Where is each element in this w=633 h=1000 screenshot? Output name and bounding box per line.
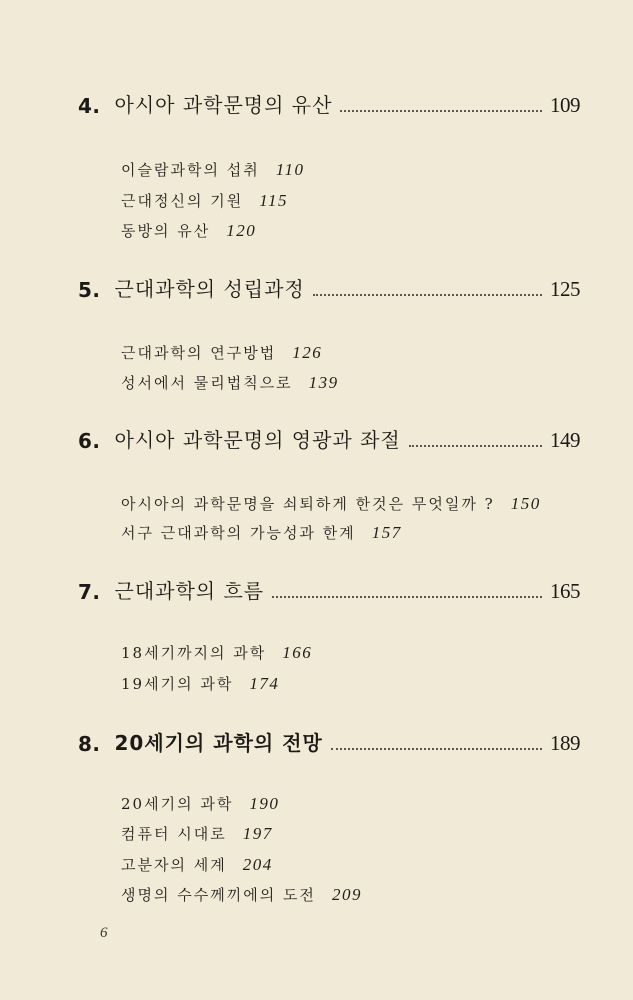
dot-leader xyxy=(272,596,542,598)
chapter-7-heading xyxy=(78,574,580,604)
section-page-number: 157 xyxy=(371,523,402,542)
toc-entry xyxy=(121,788,279,814)
section-title: 컴퓨터 시대로 xyxy=(121,825,227,843)
section-title: 성서에서 물리법칙으로 xyxy=(121,374,293,392)
section-page-number: 197 xyxy=(242,824,273,843)
dot-leader xyxy=(313,294,542,296)
chapter-page-number: 125 xyxy=(550,277,580,301)
chapter-title: 아시아 과학문명의 영광과 좌절 xyxy=(114,428,401,452)
toc-entry xyxy=(121,637,312,663)
section-page-number: 174 xyxy=(249,674,280,693)
chapter-4-heading xyxy=(78,88,580,118)
section-page-number: 190 xyxy=(249,794,280,813)
toc-entry xyxy=(121,215,256,241)
chapter-page-number: 109 xyxy=(550,93,580,117)
section-title: 생명의 수수께끼에의 도전 xyxy=(121,886,316,904)
section-page-number: 166 xyxy=(282,643,313,662)
dot-leader xyxy=(331,748,542,750)
section-title: 고분자의 세계 xyxy=(121,856,227,874)
toc-entry xyxy=(121,517,402,543)
chapter-page-number: 149 xyxy=(550,428,580,452)
chapter-page-number: 189 xyxy=(550,731,580,755)
chapter-page-number: 165 xyxy=(550,579,580,603)
toc-entry xyxy=(121,154,304,180)
section-page-number: 110 xyxy=(275,160,305,179)
toc-entry xyxy=(121,879,362,905)
toc-entry xyxy=(121,849,273,875)
chapter-title: 근대과학의 성립과정 xyxy=(114,277,305,301)
chapter-title: 20세기의 과학의 전망 xyxy=(114,731,323,755)
toc-entry xyxy=(121,337,322,363)
chapter-title: 아시아 과학문명의 유산 xyxy=(114,93,333,117)
dot-leader xyxy=(340,110,542,112)
chapter-number: 7. xyxy=(78,580,101,604)
section-title: 18세기까지의 과학 xyxy=(121,644,267,662)
section-page-number: 120 xyxy=(226,221,257,240)
section-page-number: 204 xyxy=(242,855,273,874)
section-page-number: 150 xyxy=(510,494,541,513)
section-title: 동방의 유산 xyxy=(121,222,211,240)
chapter-number: 6. xyxy=(78,429,101,453)
dot-leader xyxy=(409,445,542,447)
section-page-number: 126 xyxy=(292,343,323,362)
chapter-8-heading xyxy=(78,726,580,756)
chapter-number: 5. xyxy=(78,278,101,302)
chapter-number: 4. xyxy=(78,94,101,118)
chapter-title: 근대과학의 흐름 xyxy=(114,579,265,603)
toc-entry xyxy=(121,488,541,514)
section-title: 이슬람과학의 섭취 xyxy=(121,161,260,179)
chapter-number: 8. xyxy=(78,732,101,756)
section-page-number: 139 xyxy=(308,373,339,392)
toc-entry xyxy=(121,367,339,393)
chapter-5-heading xyxy=(78,272,580,302)
section-page-number: 115 xyxy=(259,191,288,210)
section-title: 근대과학의 연구방법 xyxy=(121,344,277,362)
section-page-number: 209 xyxy=(331,885,362,904)
section-title: 서구 근대과학의 가능성과 한계 xyxy=(121,524,356,542)
section-title: 19세기의 과학 xyxy=(121,675,234,693)
toc-entry xyxy=(121,818,273,844)
section-title: 근대정신의 기원 xyxy=(121,192,244,210)
section-title: 아시아의 과학문명을 쇠퇴하게 한것은 무엇일까 ? xyxy=(121,495,495,513)
chapter-6-heading xyxy=(78,423,580,453)
section-title: 20세기의 과학 xyxy=(121,795,234,813)
toc-entry xyxy=(121,668,279,694)
toc-entry xyxy=(121,185,288,211)
page-number: 6 xyxy=(100,925,108,941)
